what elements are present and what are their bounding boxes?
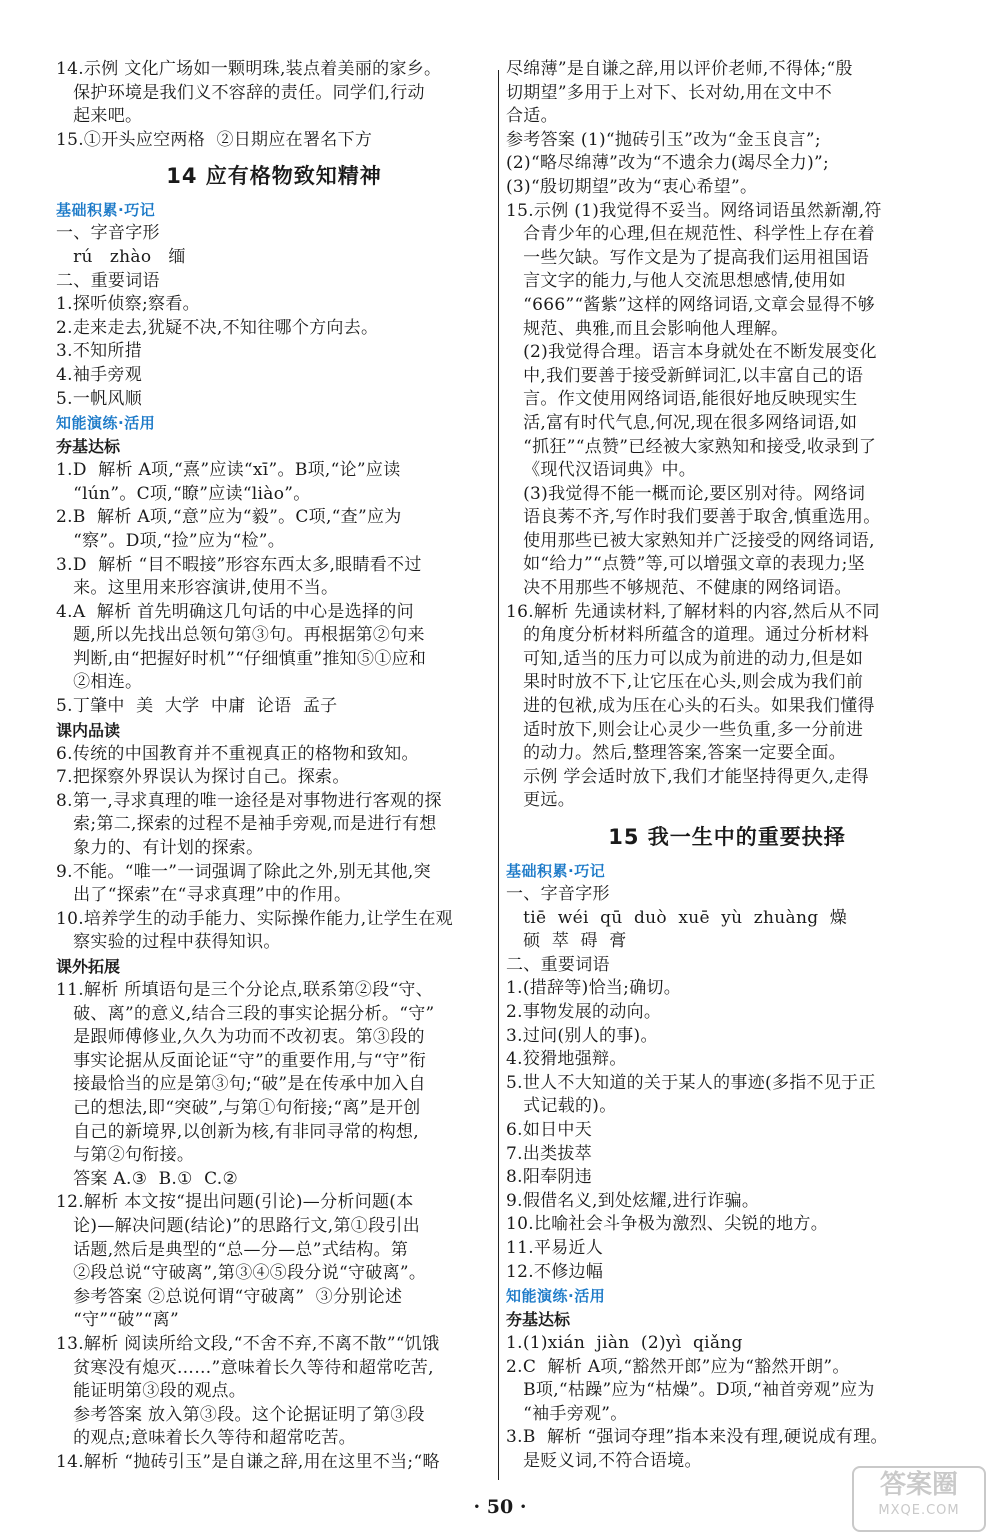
text-line: 起来吧。 — [56, 106, 143, 127]
text-line: 合适。 — [506, 106, 558, 127]
lesson-title: 14 应有格物致知精神 — [166, 164, 382, 189]
text-line: 合青少年的心理,但在规范性、科学性上存在着 — [506, 224, 875, 245]
text-line: 11.平易近人 — [506, 1237, 604, 1258]
text-line: ②段总说“守破离”,第③④⑤段分说“守破离”。 — [56, 1263, 427, 1284]
text-line: (2)“略尽绵薄”改为“不遗余力(竭尽全力)”; — [506, 153, 830, 174]
text-line: 15.①开头应空两格 ②日期应在署名下方 — [56, 129, 373, 150]
text-line: 2.B 解析 A项,“意”应为“毅”。C项,“查”应为 — [56, 507, 402, 528]
text-line: 2.走来走去,犹疑不决,不知往哪个方向去。 — [56, 317, 379, 338]
text-line: “袖手旁观”。 — [506, 1403, 628, 1424]
text-line: 更远。 — [506, 790, 576, 811]
text-line: 题,所以先找出总领句第③句。再根据第②句来 — [56, 625, 425, 646]
text-line: 的动力。然后,整理答案,答案一定要全面。 — [506, 743, 846, 764]
text-line: 7.出类拔萃 — [506, 1143, 593, 1164]
text-line: 12.解析 本文按“提出问题(引论)—分析问题(本 — [56, 1192, 414, 1213]
text-line: 4.A 解析 首先明确这几句话的中心是选择的问 — [56, 601, 414, 622]
text-line: 与第②句衔接。 — [56, 1145, 195, 1166]
text-line: 16.解析 先通读材料,了解材料的内容,然后从不同 — [506, 601, 880, 622]
text-line: 硕 萃 碍 膏 — [506, 931, 627, 952]
text-line: 己的想法,即“突破”,与第①句衔接;“离”是开创 — [56, 1097, 421, 1118]
text-line: 8.第一,寻求真理的唯一途径是对事物进行客观的探 — [56, 790, 442, 811]
subsection-heading: 夯基达标 — [506, 1310, 571, 1330]
text-line: 1.D 解析 A项,“熹”应读“xī”。B项,“论”应读 — [56, 460, 401, 481]
text-line: 14.示例 文化广场如一颗明珠,装点着美丽的家乡。 — [56, 59, 442, 79]
text-line: 能证明第③段的观点。 — [56, 1381, 247, 1402]
text-line: 参考答案 ②总说何谓“守破离” ③分别论述 — [56, 1286, 403, 1307]
text-line: 使用那些已被大家熟知并广泛接受的网络词语, — [506, 530, 875, 551]
text-line: 13.解析 阅读所给文段,“不舍不弃,不离不散”“饥饿 — [56, 1333, 440, 1354]
column-divider — [498, 70, 499, 1480]
text-line: 8.阳奉阴违 — [506, 1167, 593, 1188]
text-line: (3)“殷切期望”改为“衷心希望”。 — [506, 176, 758, 197]
text-line: 的角度分析材料所蕴含的道理。通过分析材料 — [506, 625, 870, 646]
text-line: 11.解析 所填语句是三个分论点,联系第②段“守、 — [56, 980, 434, 1000]
text-line: 适时放下,则会让心灵少一些负重,多一分前进 — [506, 719, 864, 740]
text-line: 贫寒没有熄灭……”意味着长久等待和超常吃苦, — [56, 1357, 434, 1378]
text-line: “察”。D项,“捡”应为“检”。 — [56, 530, 286, 551]
left-column — [56, 58, 492, 1474]
text-line: 破、离”的意义,结合三段的事实论据分析。“守” — [56, 1003, 435, 1024]
text-line: 察实验的过程中获得知识。 — [56, 932, 281, 953]
section-heading: 基础积累·巧记 — [506, 862, 606, 880]
text-line: “lún”。C项,“瞭”应读“liào”。 — [56, 483, 311, 504]
text-line: 来。这里用来形容演讲,使用不当。 — [56, 578, 339, 599]
text-line: 6.如日中天 — [506, 1119, 593, 1140]
text-line: 规范、典雅,而且会影响他人理解。 — [506, 318, 789, 339]
text-line: 判断,由“把握好时机”“仔细慎重”推知⑤①应和 — [56, 648, 427, 669]
text-line: 15.示例 (1)我觉得不妥当。网络词语虽然新潮,符 — [506, 200, 882, 221]
text-line: B项,“枯躁”应为“枯燥”。D项,“袖首旁观”应为 — [506, 1380, 875, 1401]
subsection-heading: 夯基达标 — [56, 437, 121, 457]
page-number: · 50 · — [473, 1496, 527, 1518]
text-line: 答案 A.③ B.① C.② — [56, 1168, 239, 1189]
text-line: 5.一帆风顺 — [56, 388, 143, 409]
text-line: 活,富有时代气息,何况,现在很多网络词语,如 — [506, 412, 858, 433]
section-heading: 知能演练·活用 — [56, 414, 156, 433]
text-line: 14.解析 “抛砖引玉”是自谦之辞,用在这里不当;“略 — [56, 1451, 440, 1472]
text-line: 语良莠不齐,写作时我们要善于取舍,慎重选用。 — [506, 507, 881, 528]
text-line: 4.狡猾地强辩。 — [506, 1049, 627, 1070]
text-line: 10.比喻社会斗争极为激烈、尖锐的地方。 — [506, 1214, 829, 1235]
right-column — [506, 58, 948, 1474]
section-heading: 知能演练·活用 — [506, 1287, 606, 1306]
text-line: 3.D 解析 “目不暇接”形容东西太多,眼睛看不过 — [56, 554, 422, 575]
text-line: 一、字音字形 — [56, 223, 160, 244]
text-line: 果时时放不下,让它压在心头,则会成为我们前 — [506, 672, 864, 693]
text-line: “抓狂”“点赞”已经被大家熟知和接受,收录到了 — [506, 436, 877, 457]
text-line: 3.B 解析 “强词夺理”指本来没有理,硬说成有理。 — [506, 1427, 888, 1448]
text-line: 2.事物发展的动向。 — [506, 1001, 662, 1022]
text-line: 接最恰当的应是第③句;“破”是在传承中加入自 — [56, 1074, 426, 1095]
text-line: 二、重要词语 — [506, 954, 610, 975]
text-line: 进的包袱,成为压在心头的石头。如果我们懂得 — [506, 696, 875, 717]
text-line: 切期望”多用于上对下、长对幼,用在文中不 — [506, 82, 833, 103]
subsection-heading: 课外拓展 — [56, 957, 121, 976]
text-line: 示例 学会适时放下,我们才能坚持得更久,走得 — [506, 766, 869, 787]
text-line: 索;第二,探索的过程不是袖手旁观,而是进行有想 — [56, 814, 437, 835]
text-line: “666”“酱紫”这样的网络词语,文章会显得不够 — [506, 294, 875, 315]
text-line: 言。作文使用网络词语,能很好地反映现实生 — [506, 389, 858, 410]
text-line: 9.假借名义,到处炫耀,进行诈骗。 — [506, 1190, 760, 1211]
text-line: 中,我们要善于接受新鲜词汇,以丰富自己的语 — [506, 365, 864, 386]
text-line: 参考答案 放入第③段。这个论据证明了第③段 — [56, 1404, 425, 1425]
text-line: 二、重要词语 — [56, 270, 160, 291]
text-line: ②相连。 — [56, 672, 143, 693]
text-line: 决不用那些不够规范、不健康的网络词语。 — [506, 578, 852, 599]
text-line: 论)—解决问题(结论)”的思路行文,第①段引出 — [56, 1215, 421, 1236]
text-line: 3.不知所措 — [56, 341, 143, 362]
text-line: 3.过问(别人的事)。 — [506, 1025, 658, 1046]
text-line: 事实论据从反面论证“守”的重要作用,与“守”衔 — [56, 1050, 427, 1071]
text-line: 一、字音字形 — [506, 884, 610, 904]
text-line: 1.(措辞等)恰当;确切。 — [506, 978, 682, 999]
text-line: 尽绵薄”是自谦之辞,用以评价老师,不得体;“殷 — [506, 59, 853, 79]
text-line: 4.袖手旁观 — [56, 364, 143, 385]
watermark-text: 答案圈 — [879, 1470, 958, 1500]
text-line: 10.培养学生的动手能力、实际操作能力,让学生在观 — [56, 908, 453, 929]
text-line: 如“给力”“点赞”等,可以增强文章的表现力;坚 — [506, 554, 865, 575]
text-line: 参考答案 (1)“抛砖引玉”改为“金玉良言”; — [506, 129, 821, 150]
text-line: 6.传统的中国教育并不重视真正的格物和致知。 — [56, 743, 419, 764]
text-line: 式记载的)。 — [506, 1096, 617, 1117]
text-line: rú zhào 缅 — [56, 246, 186, 267]
text-line: “守”“破”“离” — [56, 1310, 179, 1331]
text-line: 一些欠缺。写作文是为了提高我们运用祖国语 — [506, 247, 870, 268]
text-line: 可知,适当的压力可以成为前进的动力,但是如 — [506, 648, 864, 669]
watermark-url: MXQE.COM — [878, 1503, 960, 1518]
text-line: 话题,然后是典型的“总—分—总”式结构。第 — [56, 1239, 409, 1260]
text-line: 12.不修边幅 — [506, 1261, 604, 1282]
text-line: 5.丁肇中 美 大学 中庸 论语 孟子 — [56, 696, 338, 717]
text-line: 是跟师傅修业,久久为功而不改初衷。第③段的 — [56, 1027, 425, 1048]
text-line: 出了“探索”在“寻求真理”中的作用。 — [56, 885, 352, 906]
text-line: 5.世人不大知道的关于某人的事迹(多指不见于正 — [506, 1072, 876, 1093]
text-line: 1.探听侦察;察看。 — [56, 294, 200, 315]
text-line: (3)我觉得不能一概而论,要区别对待。网络词 — [506, 483, 866, 504]
text-line: 的观点;意味着长久等待和超常吃苦。 — [56, 1428, 356, 1449]
text-line: 7.把探察外界误认为探讨自己。探索。 — [56, 767, 350, 788]
text-line: 言文字的能力,与他人交流思想感情,使用如 — [506, 271, 846, 292]
text-line: 《现代汉语词典》中。 — [506, 460, 697, 481]
text-line: (2)我觉得合理。语言本身就处在不断发展变化 — [506, 342, 877, 363]
lesson-title: 15 我一生中的重要抉择 — [608, 825, 846, 849]
watermark-logo — [852, 1466, 986, 1532]
text-line: 保护环境是我们义不容辞的责任。同学们,行动 — [56, 82, 425, 103]
text-line: 是贬义词,不符合语境。 — [506, 1451, 702, 1472]
text-line: 2.C 解析 A项,“豁然开郎”应为“豁然开朗”。 — [506, 1356, 850, 1377]
text-line: 自己的新境界,以创新为核,有非同寻常的构想, — [56, 1121, 419, 1142]
section-heading: 基础积累·巧记 — [56, 201, 156, 220]
text-line: 9.不能。“唯一”一词强调了除此之外,别无其他,突 — [56, 861, 431, 882]
text-line: tiē wéi qū duò xuē yù zhuàng 燥 — [506, 907, 848, 928]
text-line: 象力的、有计划的探索。 — [56, 838, 264, 859]
text-line: 1.(1)xián jiàn (2)yì qiǎng — [506, 1333, 743, 1354]
subsection-heading: 课内品读 — [56, 720, 121, 740]
